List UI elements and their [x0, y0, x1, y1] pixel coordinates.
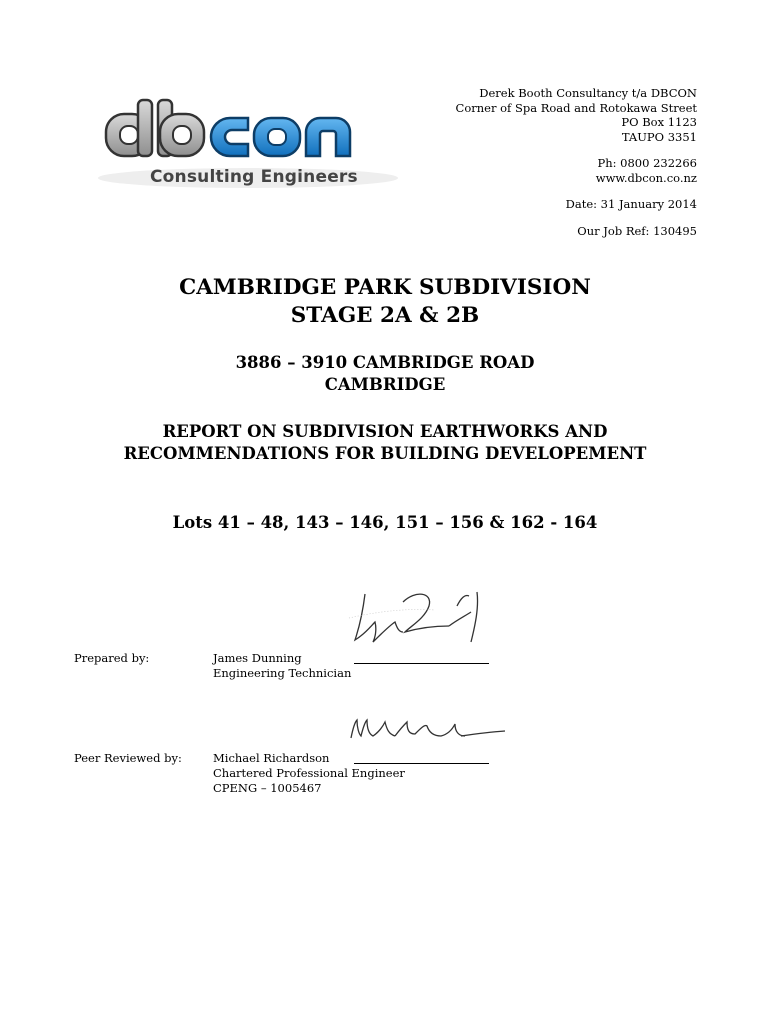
peer-reviewed-section: [74, 751, 594, 801]
logo-tagline: Consulting Engineers: [150, 167, 358, 187]
report-title: [0, 274, 770, 330]
address-line: TAUPO 3351: [621, 129, 697, 144]
preparer-name: James Dunning: [213, 651, 302, 665]
prepared-by-section: [74, 651, 594, 691]
signature-line: [354, 763, 489, 764]
site-address: [0, 352, 770, 396]
signature-line: [354, 663, 489, 664]
handwritten-signature-icon: [345, 582, 485, 652]
report-subject: [0, 421, 770, 465]
title-line: CAMBRIDGE PARK SUBDIVISION: [179, 275, 591, 300]
company-logo: [98, 92, 398, 192]
site-address-line: CAMBRIDGE: [324, 375, 446, 394]
site-address-line: 3886 – 3910 CAMBRIDGE ROAD: [235, 353, 535, 372]
reviewer-registration: CPENG – 1005467: [213, 781, 322, 795]
company-address-block: [397, 86, 697, 238]
address-line: Derek Booth Consultancy t/a DBCON: [479, 86, 697, 100]
peer-reviewed-label: Peer Reviewed by:: [74, 751, 182, 765]
signature-preparer: [345, 582, 485, 652]
preparer-role: Engineering Technician: [213, 666, 352, 680]
reviewer-role: Chartered Professional Engineer: [213, 766, 405, 780]
lots-list: Lots 41 – 48, 143 – 146, 151 – 156 & 162 - 164: [172, 513, 598, 532]
prepared-by-details: [213, 651, 413, 681]
address-line: Corner of Spa Road and Rotokawa Street: [455, 100, 697, 115]
report-date: Date: 31 January 2014: [565, 197, 697, 211]
subject-line: REPORT ON SUBDIVISION EARTHWORKS AND: [162, 422, 608, 441]
phone-number: Ph: 0800 232266: [597, 156, 697, 170]
website-link[interactable]: www.dbcon.co.nz: [595, 170, 697, 185]
reviewer-details: [213, 751, 413, 796]
address-line: PO Box 1123: [621, 115, 697, 129]
title-line: STAGE 2A & 2B: [290, 303, 480, 328]
handwritten-signature-icon: [345, 714, 510, 748]
reviewer-name: Michael Richardson: [213, 751, 330, 765]
subject-line: RECOMMENDATIONS FOR BUILDING DEVELOPEMENT: [123, 444, 647, 463]
job-reference: Our Job Ref: 130495: [577, 223, 697, 238]
prepared-by-label: Prepared by:: [74, 651, 150, 665]
signature-reviewer: [345, 714, 510, 748]
